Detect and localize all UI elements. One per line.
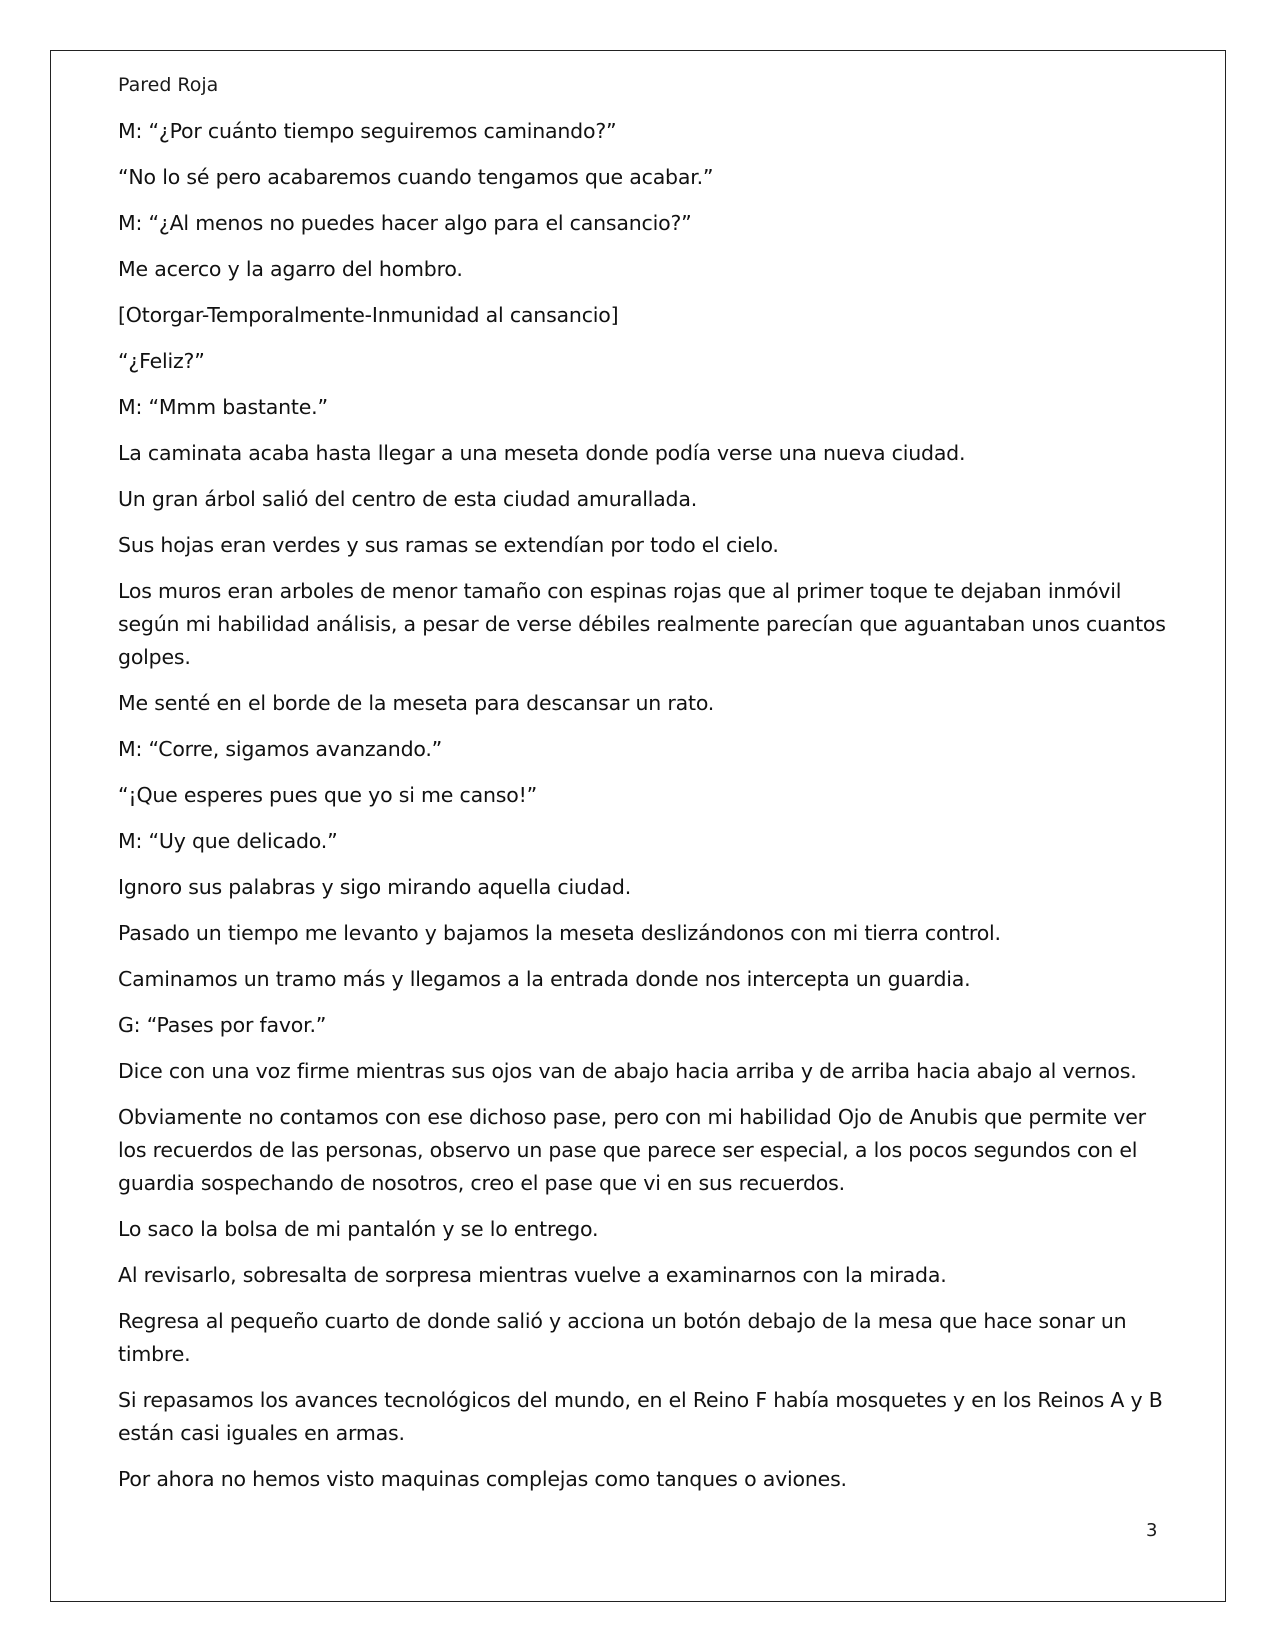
paragraph: Si repasamos los avances tecnológicos del mundo, en el Reino F había mosquetes y en los Reinos A y B están casi iguales en armas. bbox=[118, 1388, 1163, 1445]
paragraph: [Otorgar-Temporalmente-Inmunidad al cansancio] bbox=[118, 303, 619, 327]
page-number: 3 bbox=[1146, 1520, 1158, 1541]
paragraph: Dice con una voz firme mientras sus ojos van de abajo hacia arriba y de arriba hacia abajo al vernos. bbox=[118, 1059, 1137, 1083]
paragraph: M: “Corre, sigamos avanzando.” bbox=[118, 737, 443, 761]
paragraph: “¡Que esperes pues que yo si me canso!” bbox=[118, 783, 538, 807]
paragraph: “¿Feliz?” bbox=[118, 349, 205, 373]
paragraph: Lo saco la bolsa de mi pantalón y se lo entrego. bbox=[118, 1217, 599, 1241]
paragraph: Regresa al pequeño cuarto de donde salió y acciona un botón debajo de la mesa que hace sonar un timbre. bbox=[118, 1309, 1127, 1366]
paragraph: Caminamos un tramo más y llegamos a la entrada donde nos intercepta un guardia. bbox=[118, 967, 971, 991]
paragraph: Me acerco y la agarro del hombro. bbox=[118, 257, 463, 281]
paragraph: Por ahora no hemos visto maquinas complejas como tanques o aviones. bbox=[118, 1467, 847, 1491]
paragraph: M: “Mmm bastante.” bbox=[118, 395, 328, 419]
paragraph: Al revisarlo, sobresalta de sorpresa mientras vuelve a examinarnos con la mirada. bbox=[118, 1263, 947, 1287]
paragraph: Pasado un tiempo me levanto y bajamos la meseta deslizándonos con mi tierra control. bbox=[118, 921, 1001, 945]
paragraph: Ignoro sus palabras y sigo mirando aquella ciudad. bbox=[118, 875, 632, 899]
page-header: Pared Roja bbox=[118, 74, 219, 96]
paragraph: M: “Uy que delicado.” bbox=[118, 829, 338, 853]
paragraph: G: “Pases por favor.” bbox=[118, 1013, 327, 1037]
paragraph: La caminata acaba hasta llegar a una meseta donde podía verse una nueva ciudad. bbox=[118, 441, 966, 465]
paragraph: Los muros eran arboles de menor tamaño con espinas rojas que al primer toque te dejaban inmóvil según mi habilidad análisis, a pesar de verse débiles realmente parecían que aguantaban unos cuantos golpes. bbox=[118, 579, 1166, 669]
paragraph: Un gran árbol salió del centro de esta ciudad amurallada. bbox=[118, 487, 698, 511]
paragraph: Me senté en el borde de la meseta para descansar un rato. bbox=[118, 691, 715, 715]
paragraph: Obviamente no contamos con ese dichoso pase, pero con mi habilidad Ojo de Anubis que permite ver los recuerdos de las personas, observo un pase que parece ser especial, a los pocos segundos con el guardia sospechando de nosotros, creo el pase que vi en sus recuerdos. bbox=[118, 1105, 1146, 1195]
paragraph: M: “¿Por cuánto tiempo seguiremos caminando?” bbox=[118, 119, 617, 143]
document-body bbox=[118, 115, 1168, 1509]
paragraph: “No lo sé pero acabaremos cuando tengamos que acabar.” bbox=[118, 165, 714, 189]
paragraph: Sus hojas eran verdes y sus ramas se extendían por todo el cielo. bbox=[118, 533, 779, 557]
paragraph: M: “¿Al menos no puedes hacer algo para el cansancio?” bbox=[118, 211, 692, 235]
